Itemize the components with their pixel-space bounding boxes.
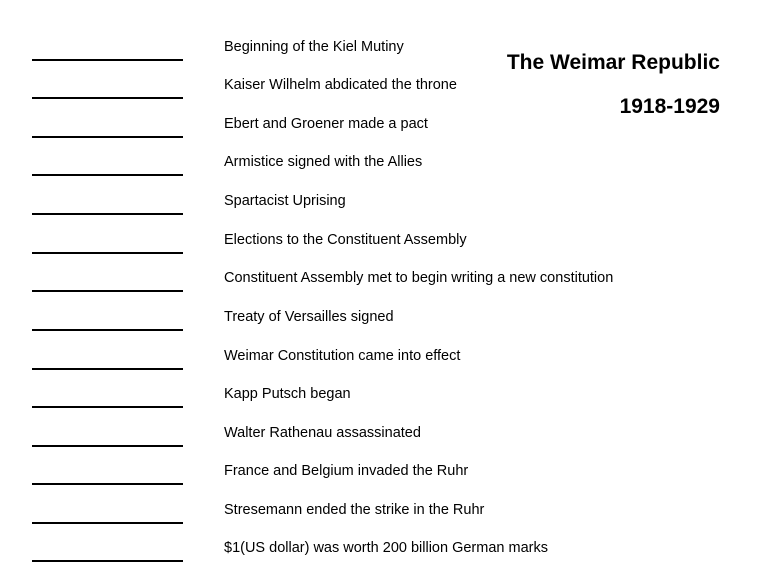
- event-label: Weimar Constitution came into effect: [224, 348, 461, 364]
- event-label: Stresemann ended the strike in the Ruhr: [224, 502, 485, 518]
- answer-blank[interactable]: [32, 290, 183, 292]
- event-label: Ebert and Groener made a pact: [224, 116, 428, 132]
- answer-blank[interactable]: [32, 136, 183, 138]
- answer-blank[interactable]: [32, 213, 183, 215]
- event-label: $1(US dollar) was worth 200 billion German marks: [224, 540, 548, 556]
- list-item: [0, 459, 700, 487]
- list-item: [0, 112, 700, 140]
- answer-blank[interactable]: [32, 445, 183, 447]
- list-item: [0, 421, 700, 449]
- list-item: [0, 305, 700, 333]
- list-item: [0, 266, 700, 294]
- list-item: [0, 73, 700, 101]
- page-title: The Weimar Republic: [506, 51, 720, 74]
- list-item: [0, 150, 700, 178]
- event-label: Constituent Assembly met to begin writing a new constitution: [224, 270, 614, 286]
- list-item: [0, 189, 700, 217]
- event-label: France and Belgium invaded the Ruhr: [224, 463, 469, 479]
- list-item: [0, 382, 700, 410]
- list-item: [0, 228, 700, 256]
- list-item: [0, 536, 700, 564]
- event-label: Elections to the Constituent Assembly: [224, 232, 467, 248]
- answer-blank[interactable]: [32, 368, 183, 370]
- event-label: Armistice signed with the Allies: [224, 154, 423, 170]
- event-label: Spartacist Uprising: [224, 193, 346, 209]
- answer-blank[interactable]: [32, 59, 183, 61]
- answer-blank[interactable]: [32, 252, 183, 254]
- event-label: Kaiser Wilhelm abdicated the throne: [224, 77, 457, 93]
- answer-blank[interactable]: [32, 522, 183, 524]
- answer-blank[interactable]: [32, 406, 183, 408]
- answer-blank[interactable]: [32, 329, 183, 331]
- list-item: [0, 344, 700, 372]
- list-item: [0, 35, 700, 63]
- answer-blank[interactable]: [32, 97, 183, 99]
- list-item: [0, 498, 700, 526]
- event-label: Beginning of the Kiel Mutiny: [224, 39, 404, 55]
- event-label: Kapp Putsch began: [224, 386, 351, 402]
- answer-blank[interactable]: [32, 560, 183, 562]
- event-label: Treaty of Versailles signed: [224, 309, 394, 325]
- page-subtitle-years: 1918-1929: [619, 95, 720, 118]
- answer-blank[interactable]: [32, 483, 183, 485]
- event-label: Walter Rathenau assassinated: [224, 425, 421, 441]
- answer-blank[interactable]: [32, 174, 183, 176]
